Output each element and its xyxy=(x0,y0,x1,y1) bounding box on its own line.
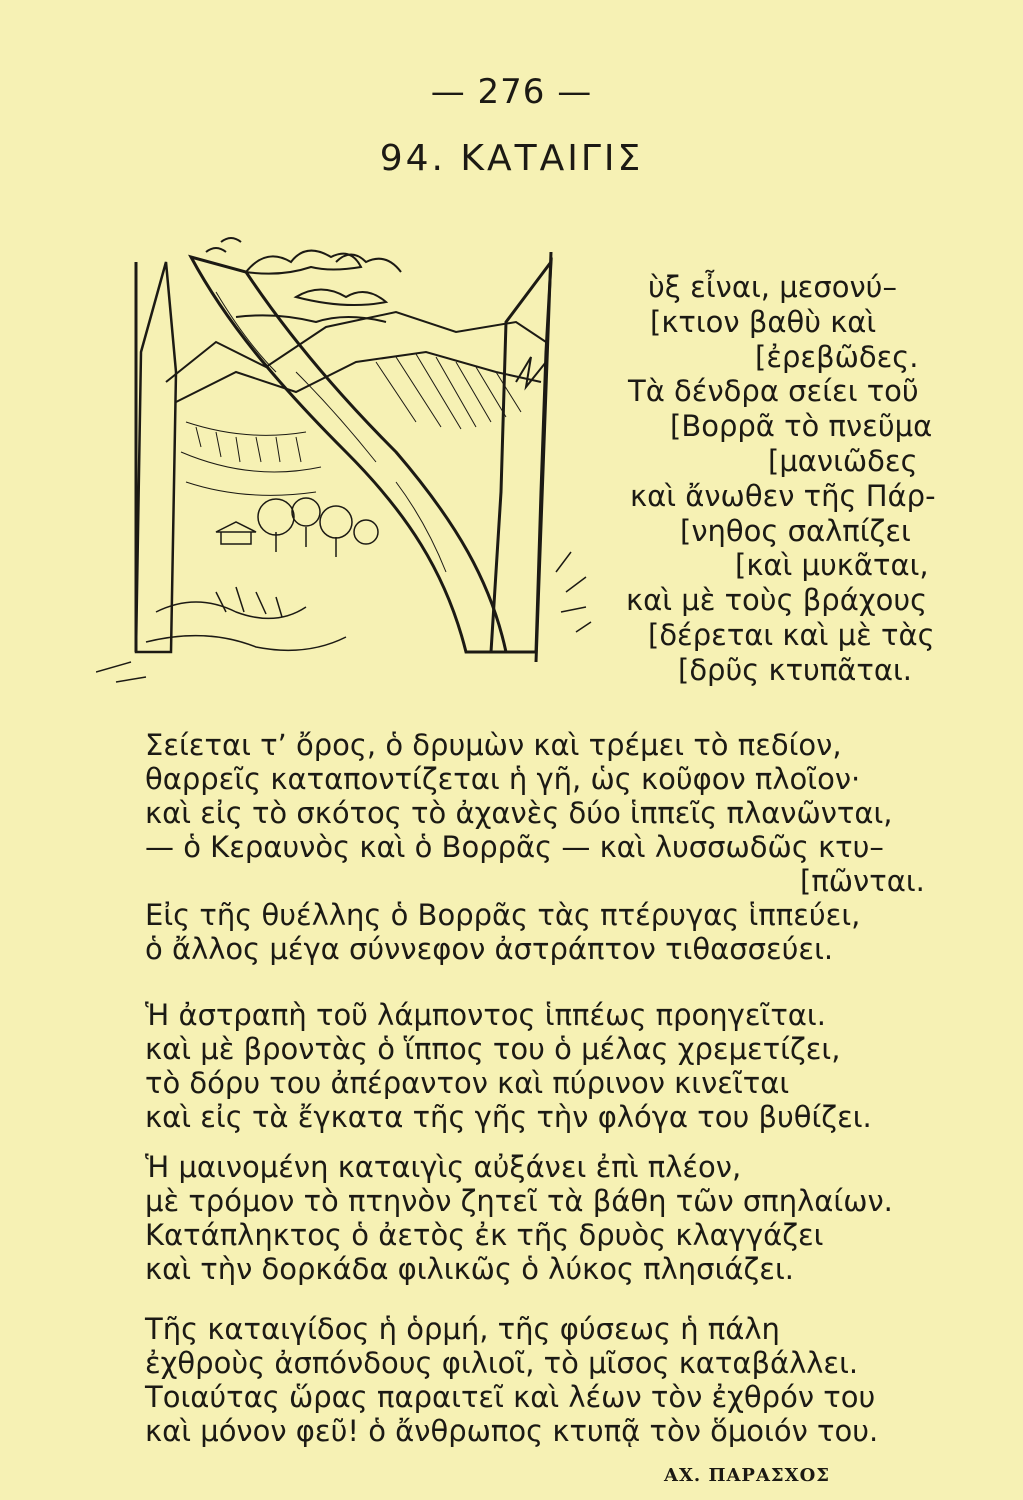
verse-line: μὲ τρόμον τὸ πτηνὸν ζητεῖ τὰ βάθη τῶν σπηλαίων. xyxy=(145,1184,893,1218)
verse-line: καὶ εἰς τὸ σκότος τὸ ἀχανὲς δύο ἱππεῖς πλανῶνται, xyxy=(145,796,893,830)
poem-title: 94. ΚΑΤΑΙΓΙΣ xyxy=(379,138,644,179)
verse-line: — ὁ Κεραυνὸς καὶ ὁ Βορρᾶς — καὶ λυσσωδῶς κτυ– xyxy=(145,830,884,864)
verse-line: Ἡ μαινομένη καταιγὶς αὐξάνει ἐπὶ πλέον, xyxy=(145,1150,742,1184)
verse-line: καὶ μὲ τοὺς βράχους xyxy=(626,583,928,618)
valley-trees xyxy=(216,498,378,557)
verse-line: Τὰ δένδρα σείει τοῦ xyxy=(628,374,919,409)
stanza-2 xyxy=(145,998,945,1134)
author-signature: ΑΧ. ΠΑΡΑΣΧΟΣ xyxy=(664,1465,831,1486)
mountain-ridge xyxy=(166,312,546,382)
storm-landscape-illustration xyxy=(96,232,636,692)
cloud-icon xyxy=(206,238,401,322)
verse-line: Κατάπληκτος ὁ ἀετὸς ἐκ τῆς δρυὸς κλαγγάζει xyxy=(145,1218,824,1252)
verse-line: Εἰς τῆς θυέλλης ὁ Βορρᾶς τὰς πτέρυγας ἱππεύει, xyxy=(145,898,861,932)
stanza-4 xyxy=(145,1312,945,1448)
broken-tree xyxy=(491,262,551,652)
verse-line: Σείεται τ’ ὄρος, ὁ δρυμὼν καὶ τρέμει τὸ πεδίον, xyxy=(145,728,842,762)
verse-line: [Βορρᾶ τὸ πνεῦμα xyxy=(670,409,933,444)
verse-line: καὶ μὲ βροντὰς ὁ ἵππος του ὁ μέλας χρεμετίζει, xyxy=(145,1032,841,1066)
verse-line: Ἡ ἀστραπὴ τοῦ λάμποντος ἱππέως προηγεῖται. xyxy=(145,998,826,1032)
verse-line: ὺξ εἶναι, μεσονύ– xyxy=(648,270,897,304)
verse-line: ὁ ἄλλος μέγα σύννεφον ἀστράπτον τιθασσεύει. xyxy=(145,932,834,966)
verse-line: [δρῦς κτυπᾶται. xyxy=(678,652,912,687)
verse-line: [ἐρεβῶδες. xyxy=(755,339,919,374)
verse-line: [μανιῶδες xyxy=(768,443,918,478)
verse-line: [κτιον βαθὺ καὶ xyxy=(650,304,877,339)
left-tree xyxy=(136,262,176,652)
verse-line: [δέρεται καὶ μὲ τὰς xyxy=(648,617,935,652)
verse-line: Τοιαύτας ὥρας παραιτεῖ καὶ λέων τὸν ἐχθρόν του xyxy=(145,1380,876,1414)
verse-line: καὶ μόνον φεῦ! ὁ ἄνθρωπος κτυπᾷ τὸν ὅμοιόν του. xyxy=(145,1414,879,1448)
verse-line: [πῶνται. xyxy=(800,864,925,898)
stanza-1 xyxy=(145,728,945,966)
verse-line: καὶ ἄνωθεν τῆς Πάρ- xyxy=(630,478,936,513)
page-number: — 276 — xyxy=(430,72,593,112)
verse-line: ἐχθροὺς ἀσπόνδους φιλιοῖ, τὸ μῖσος καταβάλλει. xyxy=(145,1346,859,1380)
illustration-border xyxy=(136,252,551,662)
verse-line: [καὶ μυκᾶται, xyxy=(735,548,929,583)
stanza-3 xyxy=(145,1150,945,1286)
verse-line: [νηθος σαλπίζει xyxy=(680,513,911,548)
verse-line: τὸ δόρυ του ἀπέραντον καὶ πύρινον κινεῖται xyxy=(145,1066,790,1100)
verse-line: καὶ τὴν δορκάδα φιλικῶς ὁ λύκος πλησιάζει. xyxy=(145,1252,794,1286)
verse-line: καὶ εἰς τὰ ἔγκατα τῆς γῆς τὴν φλόγα του βυθίζει. xyxy=(145,1100,872,1134)
side-verse-block xyxy=(620,270,940,688)
verse-line: Τῆς καταιγίδος ἡ ὁρμή, τῆς φύσεως ἡ πάλη xyxy=(145,1312,780,1346)
verse-line: θαρρεῖς καταποντίζεται ἡ γῆ, ὡς κοῦφον πλοῖον· xyxy=(145,762,861,796)
